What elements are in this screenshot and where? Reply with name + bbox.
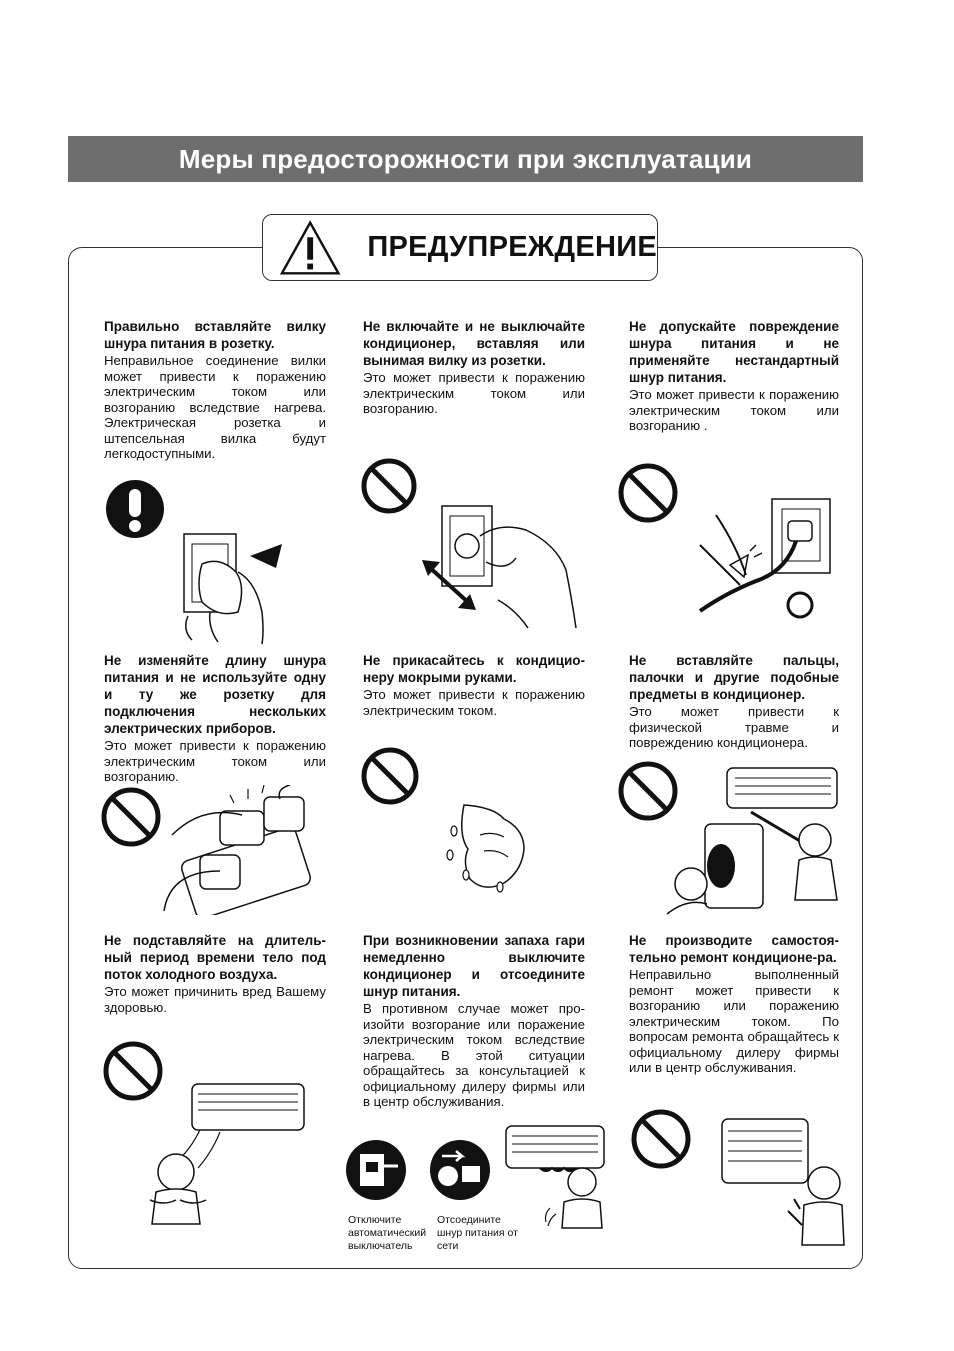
item-heading: Не подставляйте на длитель-ный период времени тело под поток холодного воздуха.: [104, 933, 326, 982]
prohibition-icon: [100, 786, 162, 848]
warning-header: [262, 214, 658, 281]
prohibition-icon: [630, 1108, 692, 1170]
fingers-in-unit-illustration: [655, 764, 840, 924]
precaution-item-9: [629, 932, 839, 1076]
prohibition-icon: [360, 746, 420, 806]
precaution-item-8: [363, 932, 585, 1110]
item-heading: Правильно вставляйте вилку шнура питания в розетку.: [104, 319, 326, 351]
item-text: Неправильное соединение вилки может привести к поражению электрическим током или возгоранию вследствие нагрева. Электрическая розетка и штепсельная вилка будут легкодоступными.: [104, 353, 326, 461]
item-heading: Не изменяйте длину шнура питания и не используйте одну и ту же розетку для подключения нескольких электрических приборов.: [104, 653, 326, 736]
precaution-item-7: [104, 932, 326, 1015]
item-heading: При возникновении запаха гари немедленно выключите кондиционер и отсоедините шнур питания.: [363, 933, 585, 999]
breaker-caption: Отключите автоматический выключатель: [348, 1214, 427, 1252]
burning-smell-illustration: [500, 1122, 610, 1232]
item-text: Это может причинить вред Вашему здоровью.: [104, 984, 326, 1015]
item-heading: Не допускайте повреждение шнура питания и не применяйте нестандартный шнур питания.: [629, 319, 839, 385]
precaution-item-4: [104, 652, 326, 785]
precaution-item-2: [363, 318, 585, 417]
item-text: Неправильно выполненный ремонт может привести к возгоранию или поражению электрическим током. По вопросам ремонта обращайтесь к официальному дилеру фирмы или в центр обслуживания.: [629, 967, 839, 1075]
item-heading: Не производите самостоя-тельно ремонт кондиционе-ра.: [629, 933, 839, 965]
warning-label: ПРЕДУПРЕЖДЕНИЕ: [367, 231, 657, 263]
item-text: Это может привести к поражению электрическим током или возгоранию .: [629, 387, 839, 433]
exclamation-icon: [104, 478, 166, 540]
item-heading: Не вставляйте пальцы, палочки и другие подобные предметы в кондиционер.: [629, 653, 839, 702]
plug-insert-illustration: [180, 520, 290, 645]
wet-hand-illustration: [440, 795, 540, 895]
precaution-item-3: [629, 318, 839, 434]
precaution-item-1: [104, 318, 326, 462]
item-text: Это может привести к физической травме и повреждению кондиционера.: [629, 704, 839, 750]
prohibition-icon: [617, 462, 679, 524]
cold-air-illustration: [140, 1080, 310, 1230]
damaged-cord-illustration: [690, 495, 840, 620]
warning-triangle-icon: [279, 219, 341, 277]
item-text: Это может привести к поражению электрическим током или возгоранию.: [363, 370, 585, 416]
multi-socket-illustration: [160, 785, 330, 915]
page-title: Меры предосторожности при эксплуатации: [68, 136, 863, 182]
item-text: Это может привести к поражению электрическим током или возгоранию.: [104, 738, 326, 784]
item-heading: Не включайте и не выключайте кондиционер, вставляя или вынимая вилку из розетки.: [363, 319, 585, 368]
plug-removal-illustration: [420, 500, 580, 630]
item-heading: Не прикасайтесь к кондицио-неру мокрыми руками.: [363, 653, 585, 685]
breaker-off-icon: [344, 1138, 408, 1202]
self-repair-illustration: [718, 1115, 848, 1255]
prohibition-icon: [360, 457, 418, 515]
item-text: Это может привести к поражению электрическим током.: [363, 687, 585, 718]
precaution-item-5: [363, 652, 585, 718]
item-text: В противном случае может про-изойти возгорание или поражение электрическим током вследствие нагрева. В этой ситуации обращайтесь за консультацией к официальному дилеру фирмы или в центр обслуживания.: [363, 1001, 585, 1109]
precaution-item-6: [629, 652, 839, 751]
unplug-icon: [428, 1138, 492, 1202]
unplug-caption: Отсоедините шнур питания от сети: [437, 1214, 518, 1252]
